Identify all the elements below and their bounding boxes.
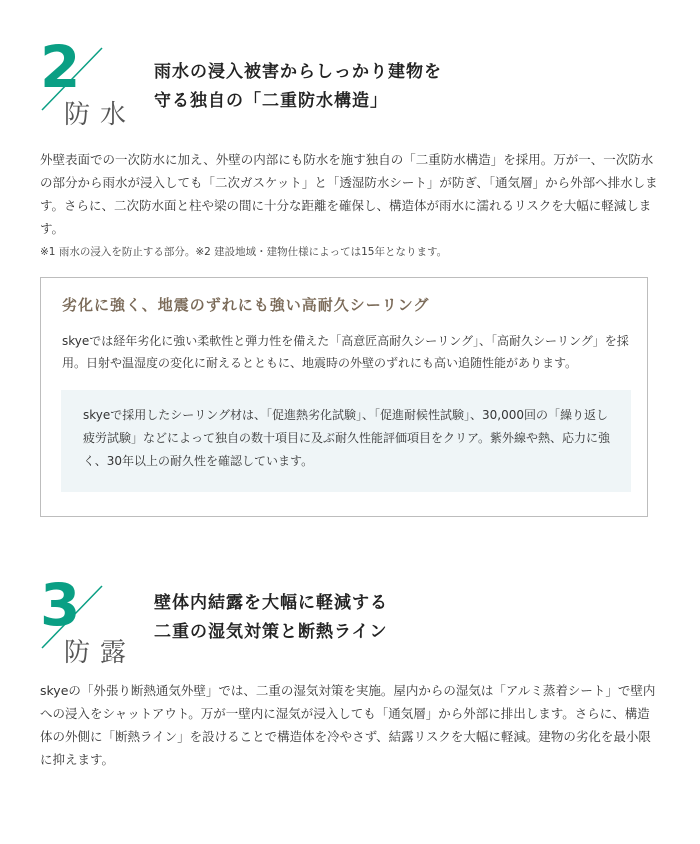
section-2-badge xyxy=(38,33,138,144)
section-2-note: ※1 雨水の浸入を防止する部分。※2 建設地域・建物仕様によっては15年となります。 xyxy=(40,246,448,258)
callout-inner-panel xyxy=(61,390,631,492)
section-2-heading xyxy=(154,58,442,116)
section-2-number: 2 xyxy=(40,33,81,101)
section-3-badge xyxy=(38,571,138,682)
section-2-label: 防水 xyxy=(64,100,137,130)
section-3-number: 3 xyxy=(40,571,81,639)
sealing-callout-box xyxy=(40,277,648,517)
callout-text: skyeでは経年劣化に強い柔軟性と弾力性を備えた「高意匠高耐久シーリング」、「高耐久シーリング」を採用。日射や温湿度の変化に耐えるとともに、地震時の外壁のずれにも高い追随性能があります。 xyxy=(62,334,629,370)
section-3-heading xyxy=(154,589,388,647)
section-2-heading-line1: 雨水の浸入被害からしっかり建物を xyxy=(154,62,442,82)
section-3-label: 防露 xyxy=(64,638,137,668)
section-3-heading-line1: 壁体内結露を大幅に軽減する xyxy=(154,593,388,613)
section-3-body: skyeの「外張り断熱通気外壁」では、二重の湿気対策を実施。屋内からの湿気は「アルミ蒸着シート」で壁内への浸入をシャットアウト。万が一壁内に湿気が浸入しても「通気層」から外部に排出します。さらに、構造体の外側に「断熱ライン」を設けることで構造体を冷やさず、結露リスクを大幅に軽減。建物の劣化を最小限に抑えます。 xyxy=(40,683,656,767)
section-2-body: 外壁表面での一次防水に加え、外壁の内部にも防水を施す独自の「二重防水構造」を採用。万が一、一次防水の部分から雨水が浸入しても「二次ガスケット」と「透湿防水シート」が防ぎ、「通気層」から外部へ排水します。さらに、二次防水面と柱や梁の間に十分な距離を確保し、構造体が雨水に濡れるリスクを大幅に軽減します。 xyxy=(40,152,658,236)
section-3-heading-line2: 二重の湿気対策と断熱ライン xyxy=(154,622,388,642)
callout-inner-text: skyeで採用したシーリング材は、「促進熱劣化試験」、「促進耐候性試験」、30,000回の「繰り返し疲労試験」などによって独自の数十項目に及ぶ耐久性能評価項目をクリア。紫外線や熱、応力に強く、30年以上の耐久性を確認しています。 xyxy=(83,408,611,468)
callout-title: 劣化に強く、地震のずれにも強い高耐久シーリング xyxy=(62,296,430,314)
section-2-heading-line2: 守る独自の「二重防水構造」 xyxy=(154,91,388,111)
